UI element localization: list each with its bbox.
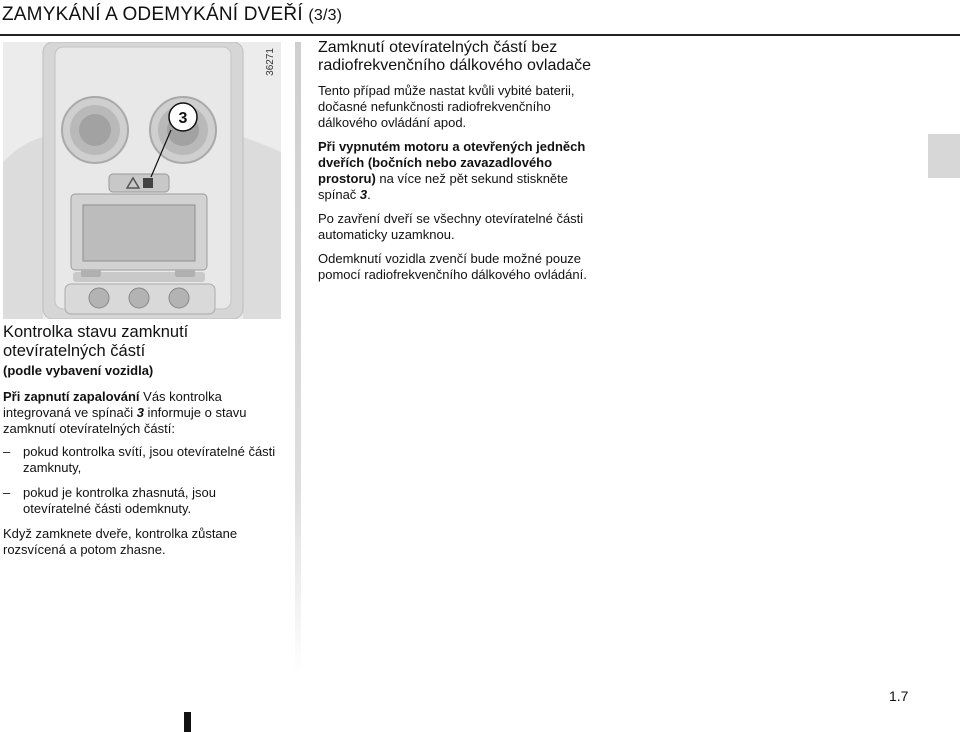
ignition-bold: Při zapnutí zapalování bbox=[3, 389, 140, 404]
right-p2-bold: Při vypnutém motoru a otevřených jedněch dveřích (bočních nebo zavazadlového prostoru) bbox=[318, 139, 586, 186]
final-paragraph: Když zamknete dveře, kontrolka zůstane rozsvícená a potom zhasne. bbox=[3, 526, 238, 557]
list-item bbox=[3, 485, 281, 517]
figure-number: 36271 bbox=[265, 48, 276, 76]
ignition-text-a: Vás kontrolka integrovaná ve spínači bbox=[3, 389, 222, 420]
column-divider bbox=[295, 42, 301, 677]
page-number: 1.7 bbox=[889, 688, 909, 704]
left-column bbox=[3, 323, 281, 565]
callout-3-label: 3 bbox=[178, 110, 188, 127]
list-item bbox=[3, 444, 281, 476]
list-item-text: pokud kontrolka svítí, jsou otevíratelné části zamknuty, bbox=[23, 444, 276, 475]
list-item-text: pokud je kontrolka zhasnutá, jsou otevíratelné části odemknuty. bbox=[23, 485, 216, 516]
dashboard-drawing bbox=[3, 42, 281, 319]
dash-marker: – bbox=[3, 485, 11, 500]
header-rule bbox=[0, 34, 960, 36]
right-paragraph-2 bbox=[318, 139, 596, 203]
right-p2-ref: 3 bbox=[359, 187, 368, 202]
title-text: ZAMYKÁNÍ A ODEMYKÁNÍ DVEŘÍ bbox=[2, 4, 303, 25]
dash-marker: – bbox=[3, 444, 11, 459]
ignition-ref: 3 bbox=[136, 405, 144, 420]
right-paragraph-3: Po zavření dveří se všechny otevíratelné části automaticky uzamknou. bbox=[318, 211, 584, 242]
corner-mark bbox=[184, 712, 191, 732]
right-p2-end: . bbox=[367, 187, 371, 202]
ignition-text-b: informuje o stavu zamknutí otevíratelných částí: bbox=[3, 405, 247, 436]
title-part: (3/3) bbox=[308, 7, 343, 24]
right-p2-text: na více než pět sekund stiskněte spínač bbox=[318, 171, 569, 202]
chapter-tab bbox=[928, 134, 960, 178]
right-column bbox=[318, 39, 596, 291]
right-paragraph-1: Tento případ může nastat kvůli vybité baterii, dočasné nefunkčnosti radiofrekvenčního dálkového ovládání apod. bbox=[318, 83, 575, 130]
right-heading: Zamknutí otevíratelných částí bez radiofrekvenčního dálkového ovladače bbox=[318, 39, 592, 74]
ignition-paragraph bbox=[3, 389, 281, 437]
right-paragraph-4: Odemknutí vozidla zvenčí bude možné pouze pomocí radiofrekvenčního dálkového ovládání. bbox=[318, 251, 587, 282]
left-heading: Kontrolka stavu zamknutí otevíratelných částí bbox=[3, 323, 189, 360]
page-title bbox=[2, 4, 342, 26]
dashboard-illustration bbox=[3, 42, 281, 319]
left-subtitle: (podle vybavení vozidla) bbox=[3, 363, 154, 378]
